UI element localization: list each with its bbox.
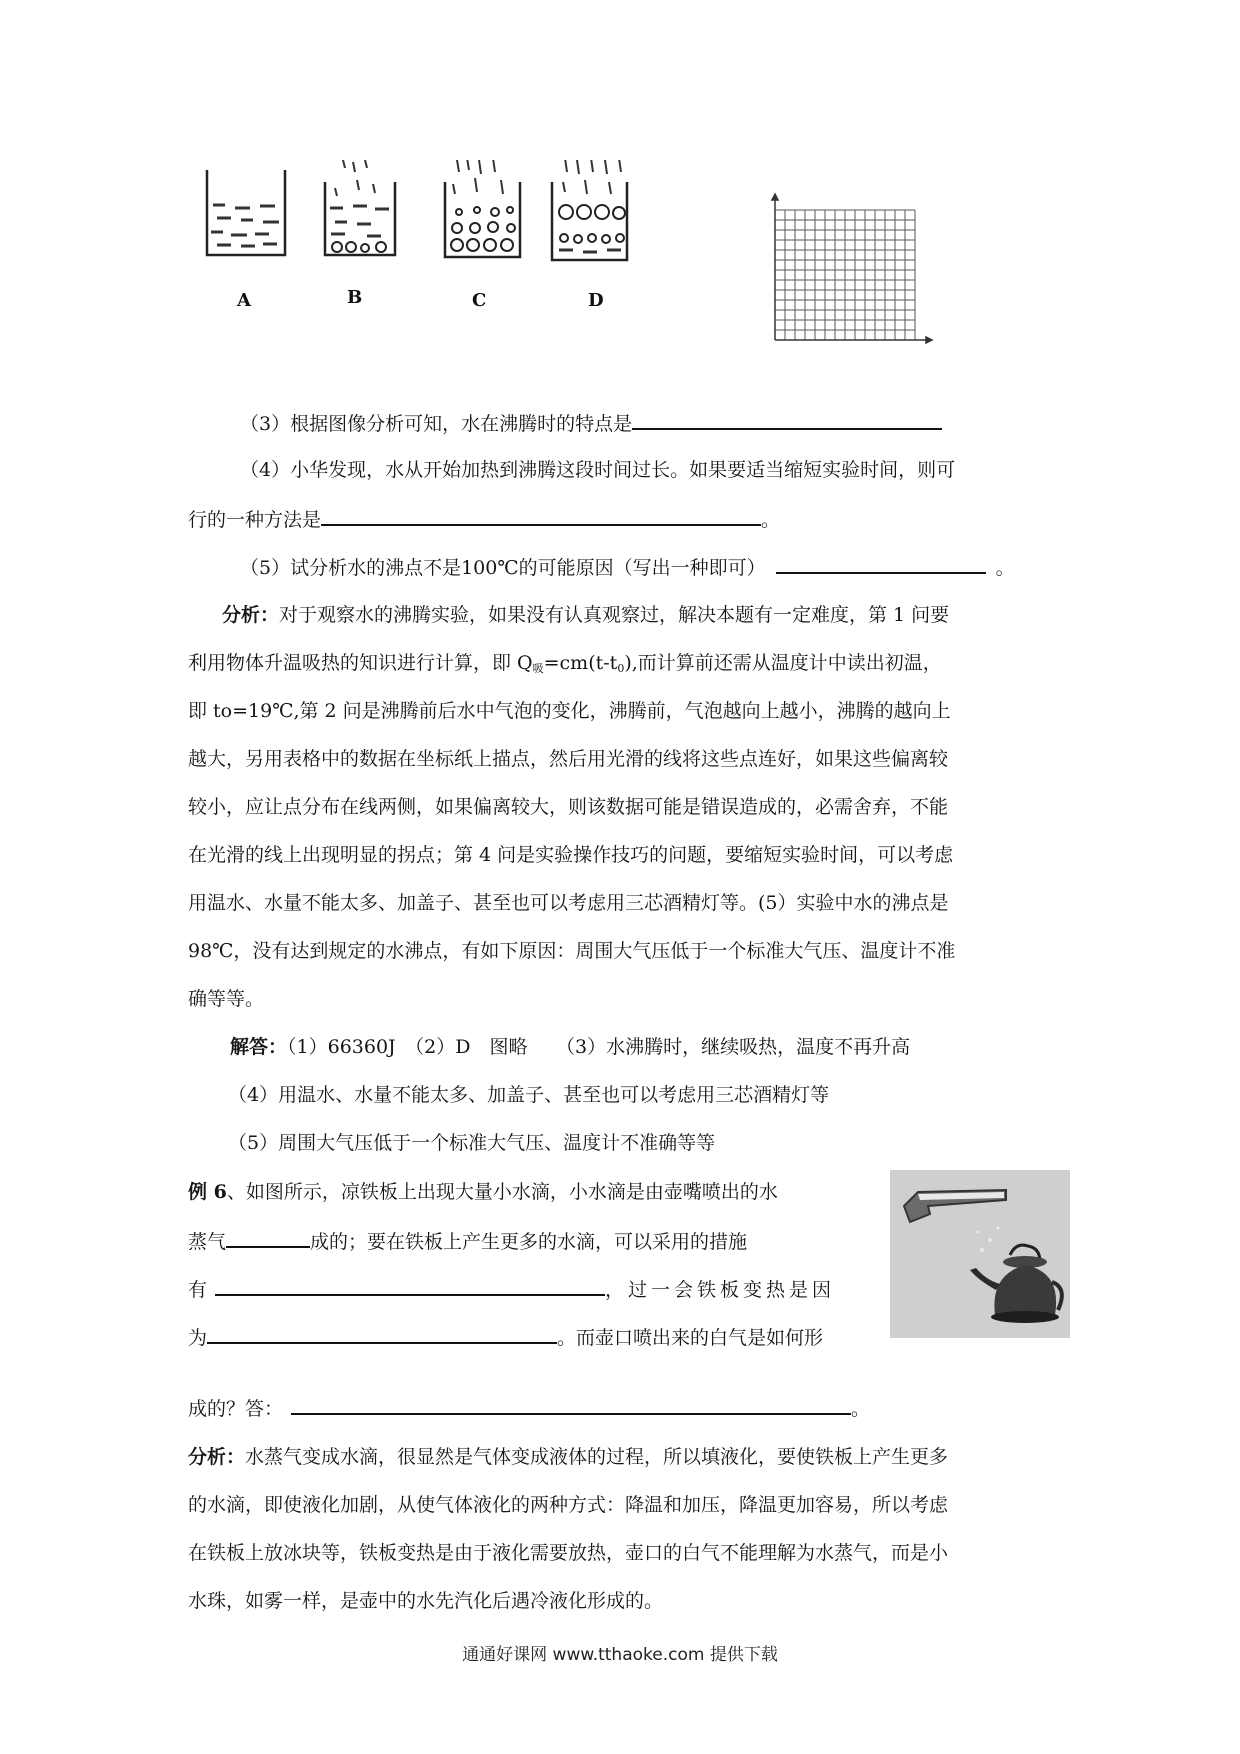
example-6-text-4a: 为 — [188, 1327, 208, 1349]
example-6-text-3b: ，过一会铁板变热是因 — [605, 1279, 836, 1301]
analysis-1-text-1: 对于观察水的沸腾实验，如果没有认真观察过，解决本题有一定难度，第 1 问要 — [279, 604, 950, 626]
answer-blank-ex6-3[interactable] — [207, 1324, 557, 1344]
question-5-text: （5）试分析水的沸点不是100℃的可能原因（写出一种即可） — [240, 557, 766, 579]
answer-1-text-1: （1）66360J （2）D 图略 （3）水沸腾时，继续吸热，温度不再升高 — [287, 1036, 911, 1058]
question-3 — [240, 410, 942, 436]
analysis-1-text-2c: ),而计算前还需从温度计中读出初温， — [624, 652, 942, 674]
beaker-label-b: B — [347, 287, 363, 308]
analysis-1-line-4: 越大，另用表格中的数据在坐标纸上描点，然后用光滑的线将这些点连好，如果这些偏离较 — [188, 748, 949, 770]
example-6-text-5b: 。 — [851, 1398, 871, 1420]
analysis-2-line-4: 水珠，如雾一样，是壶中的水先汽化后遇冷液化形成的。 — [188, 1590, 664, 1612]
analysis-2-line-2: 的水滴，即使液化加剧，从使气体液化的两种方式：降温和加压，降温更加容易，所以考虑 — [188, 1494, 949, 1516]
analysis-2-line-3: 在铁板上放冰块等，铁板变热是由于液化需要放热，壶口的白气不能理解为水蒸气，而是小 — [188, 1542, 949, 1564]
answer-blank-ex6-4[interactable] — [291, 1395, 851, 1415]
question-5-end: 。 — [995, 557, 1015, 579]
example-6-text-3a: 有 — [188, 1279, 208, 1301]
question-3-text: （3）根据图像分析可知，水在沸腾时的特点是 — [240, 413, 633, 435]
analysis-2-text-1: 水蒸气变成水滴，很显然是气体变成液体的过程，所以填液化，要使铁板上产生更多 — [245, 1446, 949, 1468]
analysis-2-label: 分析： — [188, 1446, 246, 1468]
example-6-line-2 — [188, 1228, 747, 1254]
analysis-1-sub-2: 0 — [617, 662, 625, 675]
kettle-photo — [890, 1170, 1070, 1338]
example-6-text-5a: 成的？答： — [188, 1398, 284, 1420]
analysis-1-text-2b: =cm(t-t — [543, 652, 618, 674]
beaker-label-a: A — [237, 290, 251, 311]
answer-blank-q5[interactable] — [776, 554, 986, 574]
question-5 — [240, 554, 1015, 580]
analysis-1-line-3: 即 to=19℃,第 2 问是沸腾前后水中气泡的变化，沸腾前，气泡越向上越小，沸腾的越向上 — [188, 700, 951, 722]
analysis-1-line-5: 较小，应让点分布在线两侧，如果偏离较大，则该数据可能是错误造成的，必需舍弃，不能 — [188, 796, 949, 818]
beaker-label-c: C — [472, 290, 487, 311]
example-6-line-1 — [188, 1180, 778, 1204]
answer-1-line-1 — [230, 1035, 910, 1059]
beakers-figure — [195, 160, 635, 320]
analysis-1-text-2a: 利用物体升温吸热的知识进行计算，即 Q — [188, 652, 533, 674]
analysis-1-line-9: 确等等。 — [188, 988, 265, 1010]
question-4-line-1: （4）小华发现，水从开始加热到沸腾这段时间过长。如果要适当缩短实验时间，则可 — [240, 459, 956, 481]
example-6-line-5 — [188, 1395, 870, 1421]
answer-blank-q4[interactable] — [321, 506, 761, 526]
answer-blank-q3[interactable] — [632, 410, 942, 430]
example-6-line-4 — [188, 1324, 823, 1350]
answer-blank-ex6-2[interactable] — [215, 1276, 605, 1296]
answer-1-label: 解答： — [230, 1036, 288, 1058]
analysis-1-line-1 — [222, 603, 949, 627]
analysis-1-line-6: 在光滑的线上出现明显的拐点；第 4 问是实验操作技巧的问题，要缩短实验时间，可以考虑 — [188, 844, 954, 866]
answer-1-line-2: （4）用温水、水量不能太多、加盖子、甚至也可以考虑用三芯酒精灯等 — [228, 1084, 830, 1106]
example-6-text-2b: 成的；要在铁板上产生更多的水滴，可以采用的措施 — [310, 1231, 748, 1253]
question-4-text: 行的一种方法是 — [188, 509, 322, 531]
analysis-1-line-7: 用温水、水量不能太多、加盖子、甚至也可以考虑用三芯酒精灯等。(5）实验中水的沸点是 — [188, 892, 949, 914]
answer-blank-ex6-1[interactable] — [226, 1228, 310, 1248]
example-6-text-1: 、如图所示，凉铁板上出现大量小水滴，小水滴是由壶嘴喷出的水 — [226, 1181, 778, 1203]
analysis-1-sub-1: 吸 — [532, 662, 544, 675]
example-6-label: 例 6 — [188, 1181, 227, 1203]
coordinate-grid — [770, 190, 940, 350]
example-6-text-2a: 蒸气 — [188, 1231, 227, 1253]
question-4-end: 。 — [761, 509, 781, 531]
analysis-1-line-2 — [188, 651, 942, 681]
answer-1-line-3: （5）周围大气压低于一个标准大气压、温度计不准确等等 — [228, 1132, 716, 1154]
beaker-label-d: D — [588, 290, 604, 311]
analysis-1-label: 分析： — [222, 604, 280, 626]
analysis-2-line-1 — [188, 1445, 948, 1469]
page-footer: 通通好课网 www.tthaoke.com 提供下载 — [462, 1645, 778, 1665]
example-6-text-4b: 。而壶口喷出来的白气是如何形 — [557, 1327, 824, 1349]
analysis-1-line-8: 98℃，没有达到规定的水沸点，有如下原因：周围大气压低于一个标准大气压、温度计不准 — [188, 940, 956, 962]
example-6-line-3 — [188, 1276, 835, 1302]
question-4-line-2 — [188, 506, 780, 532]
